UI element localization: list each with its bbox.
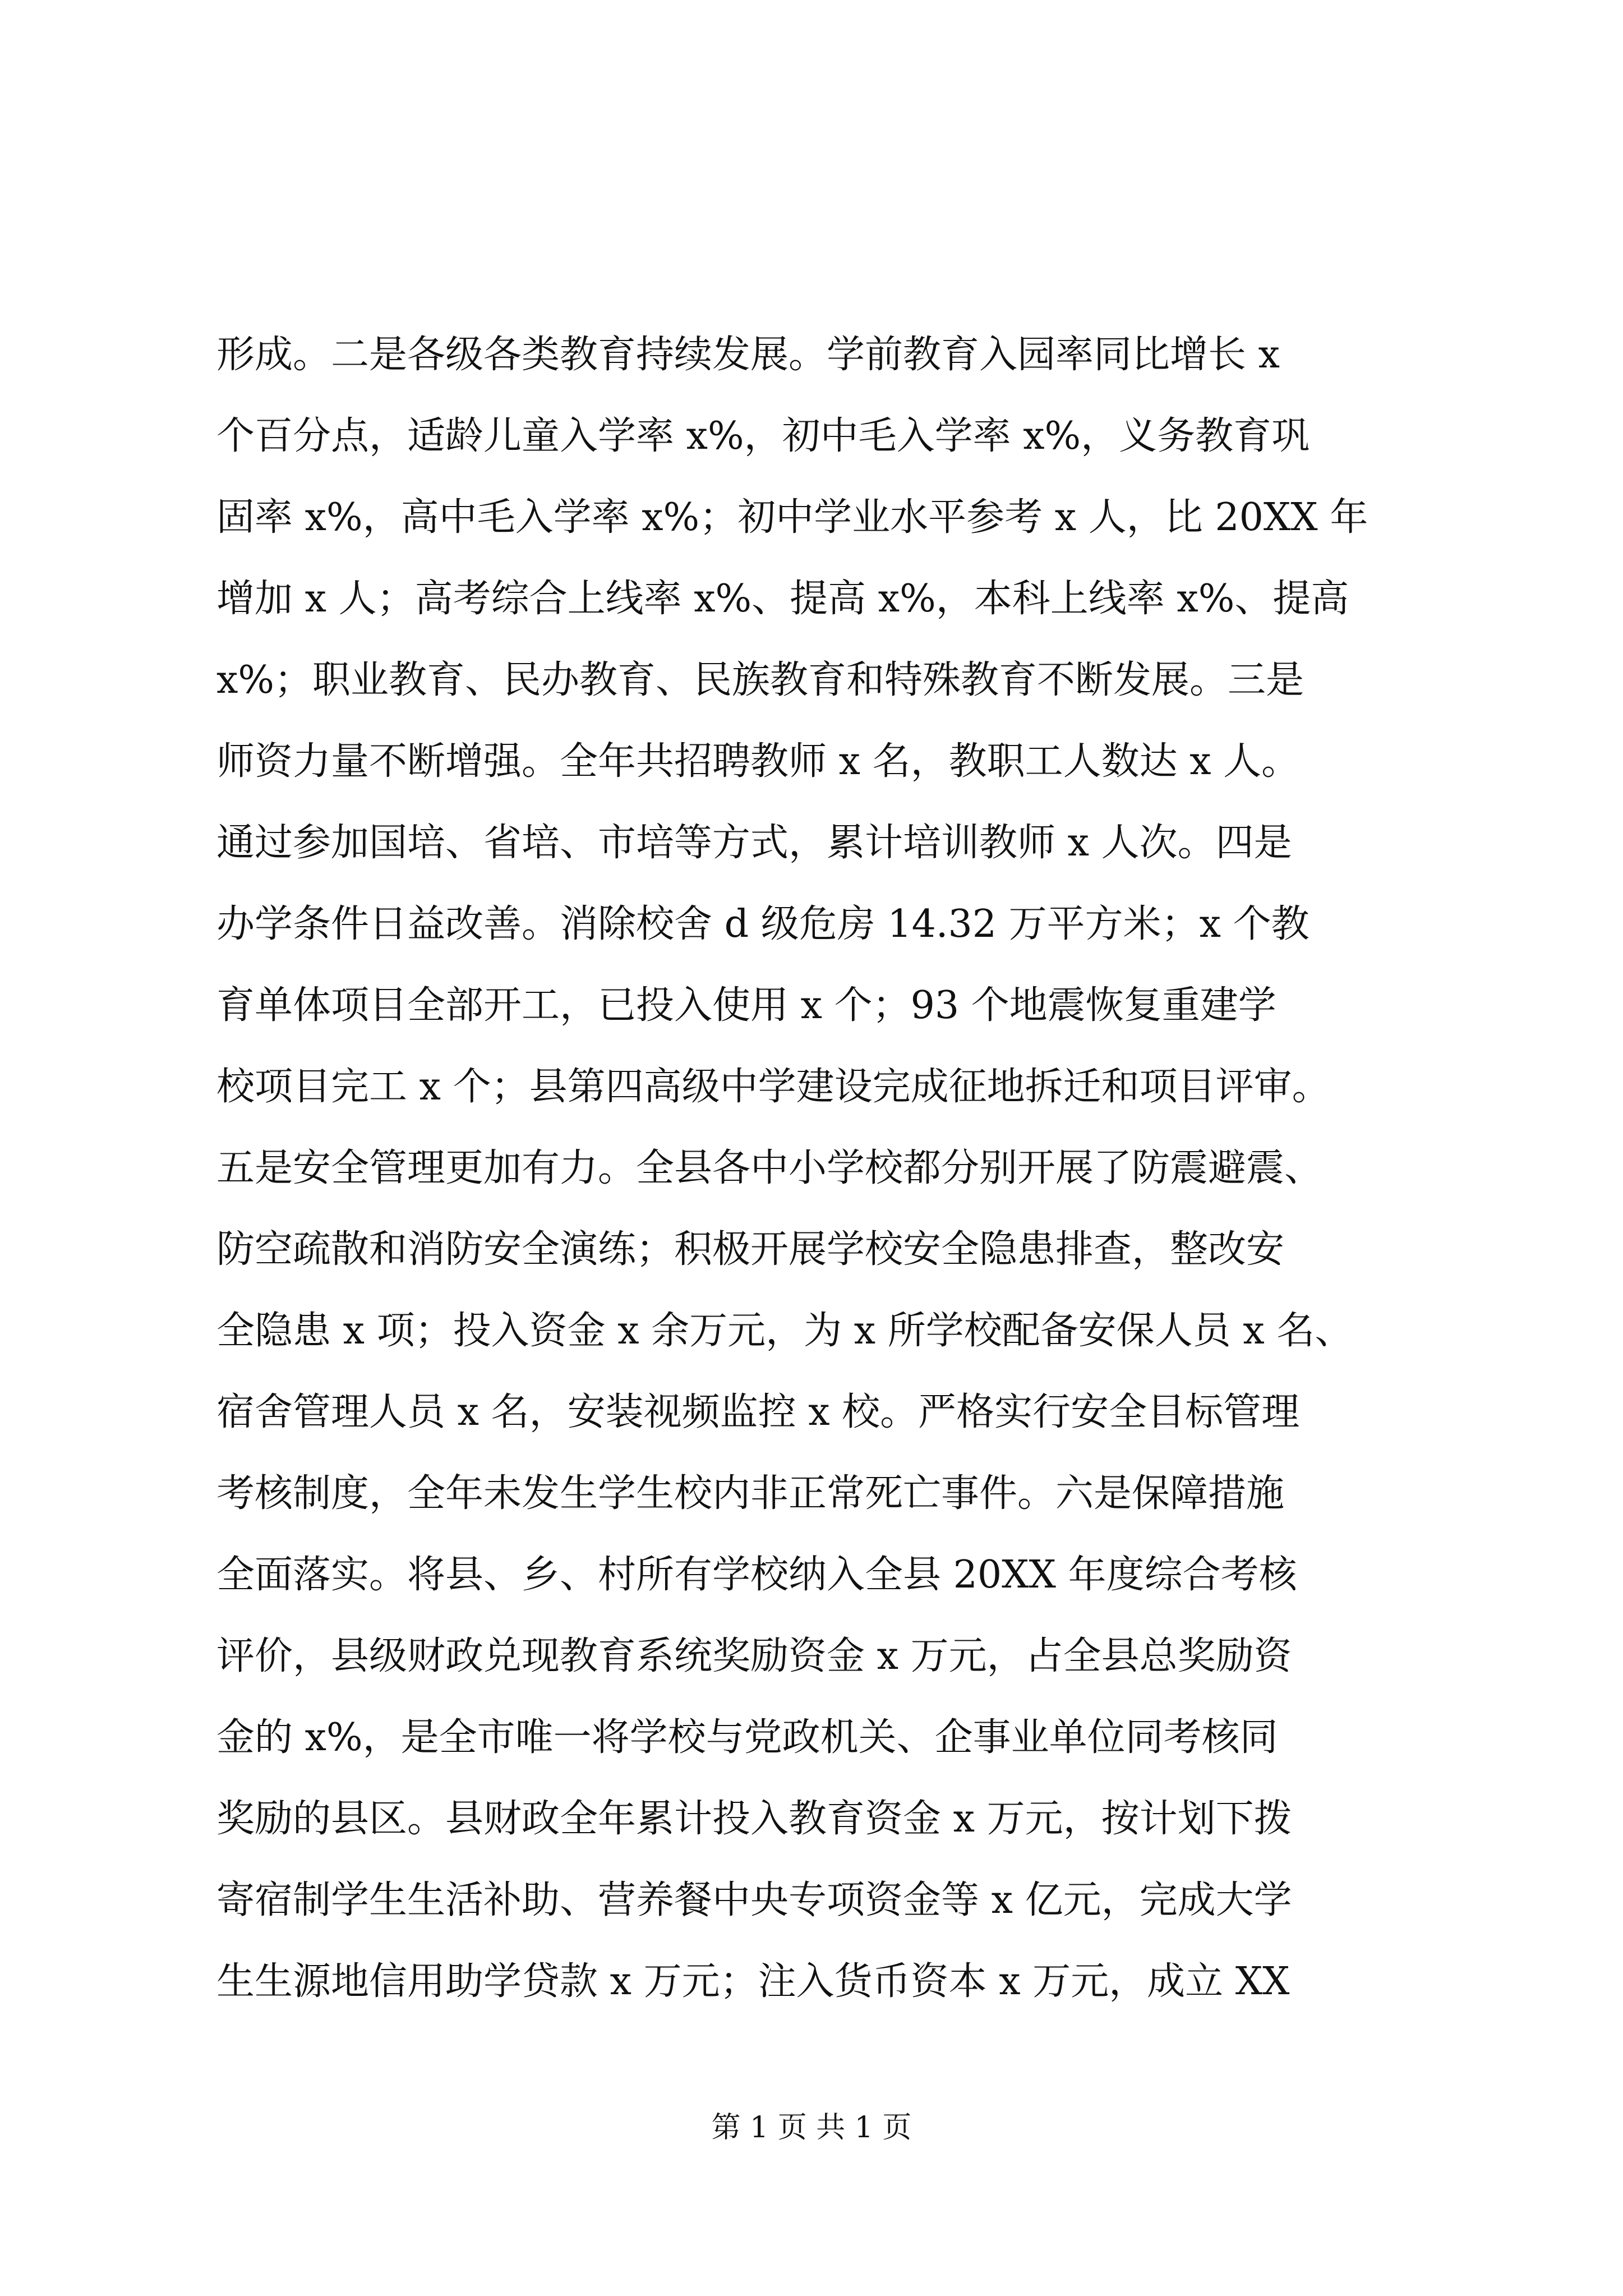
text-line: 形成。二是各级各类教育持续发展。学前教育入园率同比增长 x [216,333,1280,377]
text-line: 生生源地信用助学贷款 x 万元；注入货币资本 x 万元，成立 XX [216,1959,1290,2004]
text-line: 全面落实。将县、乡、村所有学校纳入全县 20XX 年度综合考核 [216,1553,1297,1597]
text-line: 金的 x%，是全市唯一将学校与党政机关、企事业单位同考核同 [216,1715,1278,1760]
text-line: 增加 x 人；高考综合上线率 x%、提高 x%，本科上线率 x%、提高 [216,577,1349,621]
text-line: 育单体项目全部开工，已投入使用 x 个；93 个地震恢复重建学 [216,983,1276,1028]
text-line: 寄宿制学生生活补助、营养餐中央专项资金等 x 亿元，完成大学 [216,1878,1292,1922]
text-line: 通过参加国培、省培、市培等方式，累计培训教师 x 人次。四是 [216,821,1292,865]
text-line: 校项目完工 x 个；县第四高级中学建设完成征地拆迁和项目评审。 [216,1065,1330,1109]
text-line: 办学条件日益改善。消除校舍 d 级危房 14.32 万平方米；x 个教 [216,902,1310,946]
text-line: 固率 x%，高中毛入学率 x%；初中学业水平参考 x 人，比 20XX 年 [216,495,1368,540]
text-line: 宿舍管理人员 x 名，安装视频监控 x 校。严格实行安全目标管理 [216,1390,1300,1434]
text-line: 防空疏散和消防安全演练；积极开展学校安全隐患排查，整改安 [216,1227,1285,1272]
text-line: x%；职业教育、民办教育、民族教育和特殊教育不断发展。三是 [216,658,1304,702]
page-footer: 第 1 页 共 1 页 [711,2111,912,2145]
body-text [216,314,1405,2022]
text-line: 全隐患 x 项；投入资金 x 余万元，为 x 所学校配备安保人员 x 名、 [216,1309,1353,1353]
text-line: 师资力量不断增强。全年共招聘教师 x 名，教职工人数达 x 人。 [216,739,1300,784]
text-line: 个百分点，适龄儿童入学率 x%，初中毛入学率 x%，义务教育巩 [216,414,1310,458]
text-line: 奖励的县区。县财政全年累计投入教育资金 x 万元，按计划下拨 [216,1797,1292,1841]
text-line: 评价，县级财政兑现教育系统奖励资金 x 万元，占全县总奖励资 [216,1634,1292,1678]
text-line: 五是安全管理更加有力。全县各中小学校都分别开展了防震避震、 [216,1146,1323,1190]
text-line: 考核制度，全年未发生学生校内非正常死亡事件。六是保障措施 [216,1471,1285,1516]
